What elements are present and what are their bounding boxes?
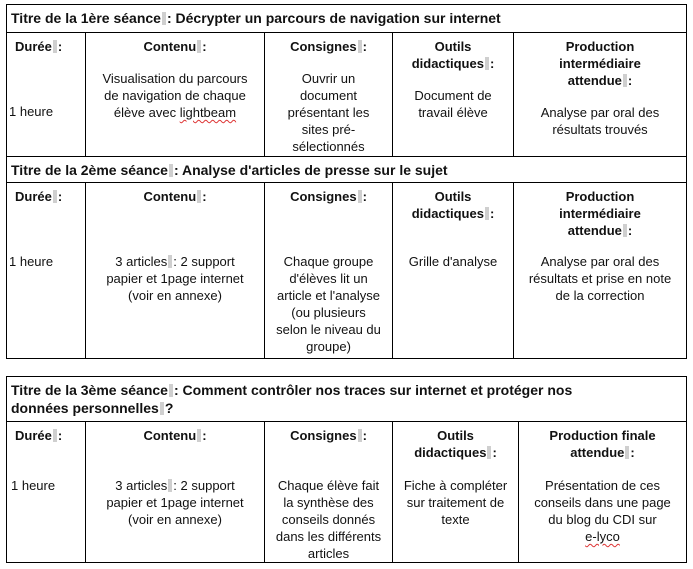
header-text: Consignes — [290, 39, 357, 54]
outils-text — [393, 87, 513, 121]
outils-header — [393, 188, 513, 222]
cell-text-line: travail élève — [418, 105, 488, 120]
header-text: Contenu — [143, 189, 197, 204]
header-text: intermédiaire — [559, 56, 641, 71]
cell-text-line: article et l'analyse — [277, 288, 380, 303]
field-marker — [487, 446, 491, 459]
header-text: Outils — [434, 189, 472, 204]
field-marker — [485, 57, 489, 70]
cell-text-line: selon le niveau du — [276, 322, 381, 337]
session-1-row — [7, 33, 686, 157]
session-2-title — [7, 157, 686, 183]
session-1-title — [7, 5, 686, 33]
header-text — [514, 222, 686, 239]
header-text: attendue — [567, 223, 622, 238]
cell-text-line — [89, 253, 261, 270]
cell-text-line: Grille d'analyse — [408, 254, 498, 269]
field-marker — [53, 429, 57, 442]
duree-header — [7, 188, 85, 205]
header-text: : — [630, 445, 635, 460]
cell-text-line: présentant les — [287, 105, 370, 120]
cell-text-line: articles — [307, 546, 350, 561]
contenu-text — [86, 253, 264, 304]
cell-text-line: (voir en annexe) — [128, 512, 222, 527]
field-marker — [53, 190, 57, 203]
cell-text-line: Fiche à compléter — [403, 478, 508, 493]
header-text: attendue — [570, 445, 625, 460]
e-lyco-link-text: e-lyco — [585, 529, 620, 544]
session-3-outils-cell — [392, 422, 518, 562]
session-3-row — [7, 422, 686, 562]
header-text: Production finale — [549, 428, 656, 443]
session-3-title-suffix: : Comment contrôler nos traces sur internet et protéger nos — [173, 382, 573, 398]
cell-text-line: : 2 support — [173, 478, 235, 493]
cell-text-line: document — [299, 88, 358, 103]
header-text: : — [202, 189, 207, 204]
header-text: : — [489, 206, 495, 221]
header-text: Consignes — [290, 428, 357, 443]
session-3-table — [6, 376, 687, 563]
header-text: intermédiaire — [559, 206, 641, 221]
outils-header — [393, 427, 518, 461]
header-text: Durée — [15, 39, 52, 54]
field-marker — [168, 479, 172, 492]
field-marker — [197, 190, 201, 203]
session-1-production-cell — [513, 33, 686, 156]
duree-value: 1 heure — [9, 254, 54, 269]
header-text: : — [362, 189, 367, 204]
cell-text-line: élève avec — [113, 105, 177, 120]
cell-text-line: Document de — [414, 88, 492, 103]
session-2-consignes-cell — [264, 183, 392, 358]
duree-header — [7, 38, 85, 55]
field-marker — [169, 384, 173, 397]
cell-text-line: Présentation de ces — [545, 478, 660, 493]
header-text — [393, 444, 518, 461]
header-text: Production — [565, 189, 635, 204]
header-text: : — [57, 428, 63, 443]
cell-text-line: d'élèves lit un — [289, 271, 368, 286]
session-2-title-suffix: : Analyse d'articles de presse sur le sujet — [173, 162, 448, 178]
header-text: Durée — [15, 428, 52, 443]
lightbeam-tool-name: lightbeam — [179, 105, 237, 120]
field-marker — [162, 12, 166, 25]
cell-text-line: de la correction — [555, 288, 645, 303]
field-marker — [485, 207, 489, 220]
field-marker — [160, 402, 164, 415]
header-text: Contenu — [143, 428, 197, 443]
contenu-header — [86, 188, 264, 205]
header-text: Outils — [434, 39, 472, 54]
header-text: Contenu — [143, 39, 197, 54]
production-text — [514, 104, 686, 138]
production-header — [514, 38, 686, 89]
cell-text-line: 3 articles — [115, 254, 168, 269]
consignes-text — [265, 477, 392, 562]
session-3-consignes-cell — [264, 422, 392, 562]
cell-text-line: dans les différents — [275, 529, 382, 544]
header-text: : — [57, 189, 63, 204]
cell-text-line: sites pré- — [301, 122, 356, 137]
session-1-title-prefix: Titre de la 1ère séance — [11, 10, 161, 26]
duree-value: 1 heure — [9, 104, 54, 119]
session-3-title — [7, 377, 686, 422]
header-text: : — [362, 39, 367, 54]
field-marker — [358, 429, 362, 442]
production-header — [519, 427, 686, 461]
session-3-contenu-cell — [85, 422, 264, 562]
header-text: Outils — [437, 428, 474, 443]
consignes-text — [265, 70, 392, 155]
duree-value: 1 heure — [11, 478, 56, 493]
header-text — [514, 72, 686, 89]
field-marker — [169, 164, 173, 177]
header-text: : — [492, 445, 497, 460]
outils-text — [393, 477, 518, 528]
field-marker — [623, 224, 627, 237]
session-1-contenu-cell — [85, 33, 264, 156]
cell-text-line: résultats et prise en note — [528, 271, 672, 286]
field-marker — [625, 446, 629, 459]
field-marker — [358, 190, 362, 203]
header-text: didactiques — [414, 445, 487, 460]
header-text: : — [362, 428, 367, 443]
cell-text-line: la synthèse des — [283, 495, 374, 510]
header-text: Consignes — [290, 189, 357, 204]
outils-header — [393, 38, 513, 72]
cell-text-line: papier et 1page internet — [106, 495, 244, 510]
cell-text-line: Chaque élève fait — [277, 478, 380, 493]
field-marker — [197, 429, 201, 442]
contenu-text — [86, 477, 264, 528]
session-2-contenu-cell — [85, 183, 264, 358]
header-text: : — [489, 56, 495, 71]
contenu-text — [86, 70, 264, 121]
header-text: : — [57, 39, 63, 54]
cell-text-line: papier et 1page internet — [106, 271, 244, 286]
cell-text-line — [89, 477, 261, 494]
contenu-header — [86, 427, 264, 444]
session-2-outils-cell — [392, 183, 513, 358]
field-marker — [197, 40, 201, 53]
consignes-header — [265, 427, 392, 444]
cell-text-line: (ou plusieurs — [291, 305, 366, 320]
field-marker — [168, 255, 172, 268]
cell-text-line: Analyse par oral des — [540, 254, 660, 269]
header-text: didactiques — [411, 56, 484, 71]
production-header — [514, 188, 686, 239]
header-text: : — [627, 73, 633, 88]
session-2-row — [7, 183, 686, 358]
header-text: attendue — [567, 73, 622, 88]
session-2-title-prefix: Titre de la 2ème séance — [11, 162, 168, 178]
header-text: Durée — [15, 189, 52, 204]
cell-text-line — [89, 104, 261, 121]
cell-text-line: sélectionnés — [292, 139, 365, 154]
field-marker — [53, 40, 57, 53]
sessions-1-2-table — [6, 4, 687, 359]
contenu-header — [86, 38, 264, 55]
header-text: : — [627, 223, 633, 238]
production-text — [514, 253, 686, 304]
cell-text-line: Chaque groupe — [283, 254, 374, 269]
session-1-consignes-cell — [264, 33, 392, 156]
session-3-title-prefix: Titre de la 3ème séance — [11, 382, 168, 398]
cell-text-line: Analyse par oral des — [540, 105, 660, 120]
consignes-text — [265, 253, 392, 355]
cell-text-line: groupe) — [306, 339, 351, 354]
cell-text-line: de navigation de chaque — [104, 88, 246, 103]
cell-text-line: (voir en annexe) — [128, 288, 222, 303]
cell-text-line: conseils donnés — [281, 512, 376, 527]
header-text — [393, 205, 513, 222]
session-1-duree-cell — [7, 33, 85, 156]
outils-text — [393, 253, 513, 270]
session-3-duree-cell — [7, 422, 85, 562]
duree-header — [7, 427, 85, 444]
consignes-header — [265, 38, 392, 55]
cell-text-line: résultats trouvés — [552, 122, 648, 137]
session-1-outils-cell — [392, 33, 513, 156]
cell-text-line: 3 articles — [115, 478, 168, 493]
consignes-header — [265, 188, 392, 205]
session-2-production-cell — [513, 183, 686, 358]
session-2-duree-cell — [7, 183, 85, 358]
cell-text-line: du blog du CDI sur — [548, 512, 657, 527]
cell-text-line: conseils dans une page — [534, 495, 671, 510]
header-text: : — [202, 39, 207, 54]
field-marker — [358, 40, 362, 53]
cell-text-line: Visualisation du parcours — [102, 71, 248, 86]
cell-text-line: : 2 support — [173, 254, 235, 269]
production-text — [519, 477, 686, 545]
header-text: : — [202, 428, 207, 443]
session-3-title-end: ? — [164, 400, 174, 416]
cell-text-line: Ouvrir un — [301, 71, 356, 86]
header-text: didactiques — [411, 206, 484, 221]
session-3-production-cell — [518, 422, 686, 562]
session-1-title-suffix: : Décrypter un parcours de navigation sur internet — [166, 10, 501, 26]
header-text — [519, 444, 686, 461]
cell-text-line: texte — [441, 512, 470, 527]
field-marker — [623, 74, 627, 87]
header-text — [393, 55, 513, 72]
header-text: Production — [565, 39, 635, 54]
cell-text-line: sur traitement de — [406, 495, 505, 510]
session-3-title-line2: données personnelles — [11, 400, 159, 416]
